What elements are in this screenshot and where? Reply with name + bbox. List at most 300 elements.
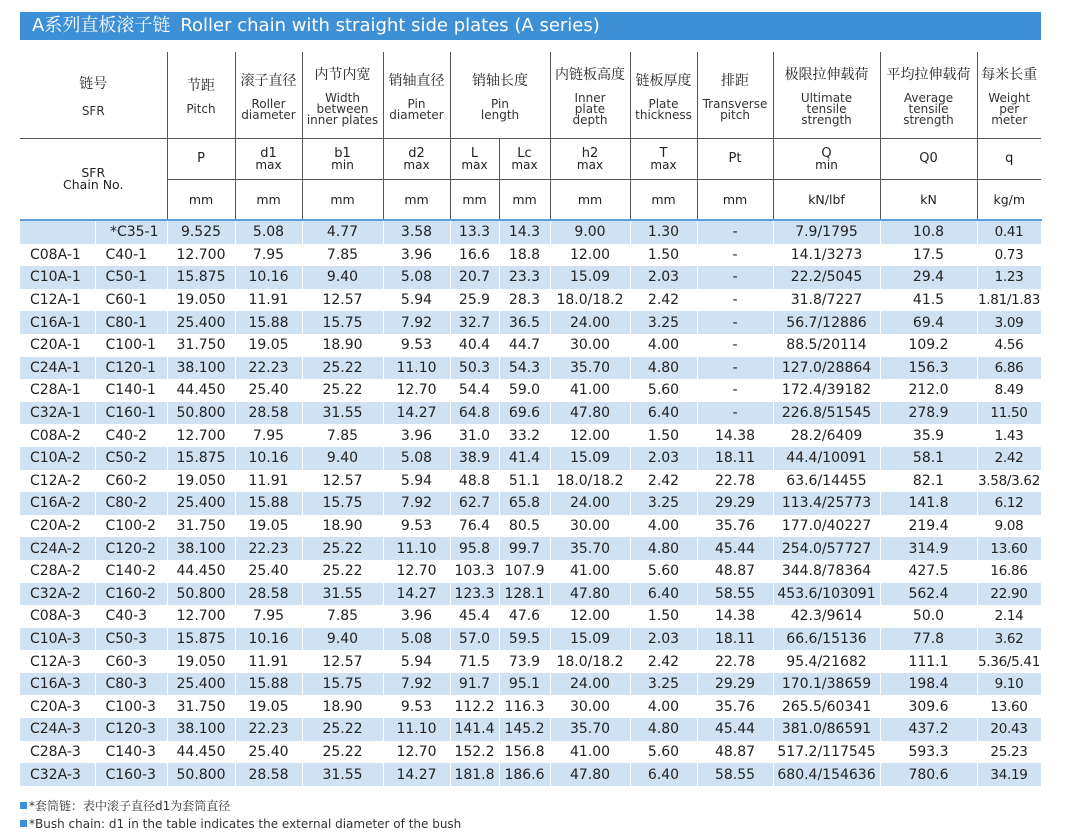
unit-text: mm bbox=[188, 192, 214, 207]
header-col bbox=[977, 52, 1041, 139]
header-col-en-line: pitch bbox=[720, 107, 750, 122]
header-col-en bbox=[168, 104, 235, 115]
table-cell: 18.8 bbox=[499, 244, 550, 267]
table-cell bbox=[20, 220, 95, 244]
table-cell: 127.0/28864 bbox=[773, 357, 880, 380]
table-cell: C32A-3 bbox=[20, 763, 95, 786]
header-row-symbols bbox=[20, 139, 1041, 180]
table-cell: C24A-3 bbox=[20, 718, 95, 741]
table-cell: 18.0/18.2 bbox=[550, 289, 630, 312]
table-cell: 25.40 bbox=[235, 379, 302, 402]
symbol-text: Q bbox=[821, 145, 832, 161]
table-cell: 44.4/10091 bbox=[773, 447, 880, 470]
header-col-zh: 极限拉伸载荷 bbox=[784, 67, 869, 83]
table-cell: 28.58 bbox=[235, 583, 302, 606]
table-cell: C120-2 bbox=[95, 537, 167, 560]
table-cell: 12.57 bbox=[302, 289, 383, 312]
table-cell: 6.40 bbox=[630, 583, 697, 606]
header-chain bbox=[20, 52, 167, 139]
table-cell: 344.8/78364 bbox=[773, 560, 880, 583]
table-cell: 54.3 bbox=[499, 357, 550, 380]
table-cell: 9.53 bbox=[383, 695, 450, 718]
symbol-cell bbox=[977, 139, 1041, 180]
header-col-en-line: Pin bbox=[407, 96, 426, 111]
unit-cell bbox=[880, 180, 977, 221]
symbol-cell bbox=[630, 139, 697, 180]
table-cell: 12.00 bbox=[550, 605, 630, 628]
table-cell: 16.6 bbox=[450, 244, 499, 267]
table-cell: 35.9 bbox=[880, 424, 977, 447]
table-cell: 170.1/38659 bbox=[773, 673, 880, 696]
table-cell: 15.09 bbox=[550, 447, 630, 470]
table-cell: C40-1 bbox=[95, 244, 167, 267]
table-cell: C140-1 bbox=[95, 379, 167, 402]
table-row bbox=[20, 402, 1041, 425]
table-cell: 38.100 bbox=[167, 718, 235, 741]
table-cell: 18.90 bbox=[302, 334, 383, 357]
table-cell: 278.9 bbox=[880, 402, 977, 425]
table-cell: 5.60 bbox=[630, 560, 697, 583]
header-col bbox=[697, 52, 773, 139]
table-cell: C40-3 bbox=[95, 605, 167, 628]
header-col-en-line: tensile bbox=[806, 102, 847, 116]
table-cell: 35.70 bbox=[550, 537, 630, 560]
table-cell: 4.77 bbox=[302, 220, 383, 244]
table-cell: 34.19 bbox=[977, 763, 1041, 786]
table-cell: 28.58 bbox=[235, 763, 302, 786]
table-cell: 22.23 bbox=[235, 718, 302, 741]
table-cell: 20.43 bbox=[977, 718, 1041, 741]
table-cell: 24.00 bbox=[550, 673, 630, 696]
table-cell: 5.94 bbox=[383, 289, 450, 312]
header-col-en-line: Width bbox=[325, 91, 360, 105]
unit-text: mm bbox=[462, 192, 487, 207]
table-cell: 11.91 bbox=[235, 470, 302, 493]
table-cell: 15.875 bbox=[167, 266, 235, 289]
symbol-sub-text: min bbox=[815, 157, 838, 172]
table-cell: C60-2 bbox=[95, 470, 167, 493]
table-cell: C10A-2 bbox=[20, 447, 95, 470]
table-cell: 680.4/154636 bbox=[773, 763, 880, 786]
symbol-cell bbox=[167, 139, 235, 180]
header-col-en-line: Pin bbox=[491, 96, 509, 111]
table-cell: 141.8 bbox=[880, 492, 977, 515]
table-cell: 5.08 bbox=[383, 628, 450, 651]
table-row bbox=[20, 537, 1041, 560]
table-cell: 95.1 bbox=[499, 673, 550, 696]
table-cell: 12.57 bbox=[302, 650, 383, 673]
table-row bbox=[20, 289, 1041, 312]
header-col-zh: 内链板高度 bbox=[555, 67, 625, 83]
table-cell: C08A-3 bbox=[20, 605, 95, 628]
table-cell: *C35-1 bbox=[95, 220, 167, 244]
table-cell: 9.08 bbox=[977, 515, 1041, 538]
table-cell: 48.8 bbox=[450, 470, 499, 493]
table-cell: 4.80 bbox=[630, 357, 697, 380]
table-cell: 28.3 bbox=[499, 289, 550, 312]
unit-text: mm bbox=[512, 192, 537, 207]
table-cell: 73.9 bbox=[499, 650, 550, 673]
table-cell: C50-3 bbox=[95, 628, 167, 651]
table-cell: 25.40 bbox=[235, 560, 302, 583]
table-cell: 12.700 bbox=[167, 244, 235, 267]
symbol-cell bbox=[773, 139, 880, 180]
table-cell: 4.80 bbox=[630, 718, 697, 741]
table-cell: 7.95 bbox=[235, 605, 302, 628]
table-cell: 38.100 bbox=[167, 537, 235, 560]
table-cell: 6.40 bbox=[630, 402, 697, 425]
table-cell: 254.0/57727 bbox=[773, 537, 880, 560]
table-cell: 31.0 bbox=[450, 424, 499, 447]
table-cell: 14.38 bbox=[697, 424, 773, 447]
table-cell: 22.23 bbox=[235, 357, 302, 380]
table-cell: 1.50 bbox=[630, 244, 697, 267]
table-cell: 50.800 bbox=[167, 402, 235, 425]
table-cell: 2.42 bbox=[630, 470, 697, 493]
title-zh: A系列直板滚子链 bbox=[32, 15, 171, 36]
table-cell: - bbox=[697, 379, 773, 402]
header-col-zh: 滚子直径 bbox=[240, 72, 297, 89]
table-cell: C32A-1 bbox=[20, 402, 95, 425]
table-cell: 181.8 bbox=[450, 763, 499, 786]
table-cell: 7.9/1795 bbox=[773, 220, 880, 244]
table-cell: 18.0/18.2 bbox=[550, 470, 630, 493]
header-col-en-line: Average bbox=[903, 91, 954, 105]
symbol-text: Pt bbox=[728, 151, 742, 166]
table-cell: 35.76 bbox=[697, 695, 773, 718]
header-col-en bbox=[451, 96, 550, 122]
table-cell: C12A-3 bbox=[20, 650, 95, 673]
table-cell: 1.23 bbox=[977, 266, 1041, 289]
header-col-zh: 平均拉伸载荷 bbox=[886, 67, 971, 83]
table-cell: C08A-2 bbox=[20, 424, 95, 447]
table-cell: 5.08 bbox=[235, 220, 302, 244]
unit-cell bbox=[977, 180, 1041, 221]
header-col-en-line: strength bbox=[801, 113, 852, 127]
table-cell: 25.400 bbox=[167, 492, 235, 515]
table-cell: 77.8 bbox=[880, 628, 977, 651]
symbol-text: h2 bbox=[581, 145, 599, 161]
table-cell: 15.875 bbox=[167, 447, 235, 470]
table-cell: 15.75 bbox=[302, 673, 383, 696]
table-cell: 11.10 bbox=[383, 357, 450, 380]
table-cell: 9.40 bbox=[302, 447, 383, 470]
table-row bbox=[20, 695, 1041, 718]
table-cell: C140-3 bbox=[95, 741, 167, 764]
table-cell: 2.42 bbox=[977, 447, 1041, 470]
table-cell: 111.1 bbox=[880, 650, 977, 673]
header-col bbox=[550, 52, 630, 139]
table-cell: 28.2/6409 bbox=[773, 424, 880, 447]
table-cell: 42.3/9614 bbox=[773, 605, 880, 628]
table-cell: 41.5 bbox=[880, 289, 977, 312]
table-cell: 45.44 bbox=[697, 537, 773, 560]
table-cell: 562.4 bbox=[880, 583, 977, 606]
table-cell: 25.22 bbox=[302, 357, 383, 380]
table-cell: - bbox=[697, 402, 773, 425]
table-row bbox=[20, 334, 1041, 357]
table-cell: 7.95 bbox=[235, 244, 302, 267]
header-col bbox=[773, 52, 880, 139]
unit-text: mm bbox=[256, 192, 281, 207]
table-cell: C16A-3 bbox=[20, 673, 95, 696]
table-cell: 19.05 bbox=[235, 334, 302, 357]
table-cell: 50.3 bbox=[450, 357, 499, 380]
table-cell: - bbox=[697, 311, 773, 334]
table-cell: 1.30 bbox=[630, 220, 697, 244]
table-row bbox=[20, 628, 1041, 651]
table-cell: C50-1 bbox=[95, 266, 167, 289]
table-cell: 177.0/40227 bbox=[773, 515, 880, 538]
table-cell: 22.78 bbox=[697, 470, 773, 493]
table-cell: 25.23 bbox=[977, 741, 1041, 764]
table-cell: 3.96 bbox=[383, 605, 450, 628]
table-cell: 3.96 bbox=[383, 424, 450, 447]
table-cell: 212.0 bbox=[880, 379, 977, 402]
header-col-en bbox=[303, 93, 383, 126]
table-cell: 8.49 bbox=[977, 379, 1041, 402]
table-cell: 381.0/86591 bbox=[773, 718, 880, 741]
table-row bbox=[20, 605, 1041, 628]
table-cell: 20.7 bbox=[450, 266, 499, 289]
table-cell: 152.2 bbox=[450, 741, 499, 764]
unit-text: kN bbox=[920, 192, 937, 207]
table-cell: C160-3 bbox=[95, 763, 167, 786]
table-cell: 9.10 bbox=[977, 673, 1041, 696]
table-cell: 76.4 bbox=[450, 515, 499, 538]
table-cell: 29.29 bbox=[697, 673, 773, 696]
header-chain-no-bottom: Chain No. bbox=[63, 177, 124, 192]
table-title bbox=[20, 12, 1041, 40]
symbol-sub-text: max bbox=[403, 157, 430, 172]
table-body bbox=[20, 220, 1041, 786]
table-cell: 186.6 bbox=[499, 763, 550, 786]
table-cell: 31.8/7227 bbox=[773, 289, 880, 312]
unit-cell bbox=[167, 180, 235, 221]
table-cell: 12.57 bbox=[302, 470, 383, 493]
symbol-text: q bbox=[1005, 151, 1014, 166]
table-cell: 59.0 bbox=[499, 379, 550, 402]
table-cell: 44.450 bbox=[167, 741, 235, 764]
table-cell: 48.87 bbox=[697, 741, 773, 764]
symbol-sub-text: max bbox=[576, 157, 604, 172]
table-cell: 57.0 bbox=[450, 628, 499, 651]
unit-cell-lc bbox=[499, 180, 550, 221]
table-cell: 80.5 bbox=[499, 515, 550, 538]
symbol-text: d2 bbox=[408, 145, 425, 161]
header-col-en-line: depth bbox=[572, 113, 608, 127]
symbol-cell bbox=[235, 139, 302, 180]
header-col-en bbox=[978, 93, 1042, 126]
table-cell: 35.76 bbox=[697, 515, 773, 538]
symbol-cell bbox=[697, 139, 773, 180]
table-cell: 517.2/117545 bbox=[773, 741, 880, 764]
table-cell: 33.2 bbox=[499, 424, 550, 447]
table-cell: 12.70 bbox=[383, 379, 450, 402]
table-cell: 23.3 bbox=[499, 266, 550, 289]
table-cell: C160-1 bbox=[95, 402, 167, 425]
header-col-en-line: Weight bbox=[988, 91, 1031, 105]
header-chain-no bbox=[20, 139, 167, 221]
table-cell: 4.56 bbox=[977, 334, 1041, 357]
header-col-en-line: Roller bbox=[251, 96, 286, 111]
table-cell: 1.43 bbox=[977, 424, 1041, 447]
table-cell: 71.5 bbox=[450, 650, 499, 673]
bullet-square-icon bbox=[20, 820, 27, 827]
table-cell: 35.70 bbox=[550, 718, 630, 741]
table-cell: C140-2 bbox=[95, 560, 167, 583]
table-cell: 58.1 bbox=[880, 447, 977, 470]
table-cell: 156.3 bbox=[880, 357, 977, 380]
table-cell: - bbox=[697, 334, 773, 357]
footnote-zh bbox=[20, 797, 461, 815]
table-cell: C16A-2 bbox=[20, 492, 95, 515]
table-cell: 59.5 bbox=[499, 628, 550, 651]
header-col-zh: 销轴长度 bbox=[472, 72, 528, 89]
footnotes bbox=[20, 797, 461, 833]
table-cell: 12.00 bbox=[550, 244, 630, 267]
table-cell: 25.40 bbox=[235, 741, 302, 764]
table-cell: 45.4 bbox=[450, 605, 499, 628]
table-cell: 4.80 bbox=[630, 537, 697, 560]
symbol-text: L bbox=[470, 145, 479, 161]
table-cell: 31.750 bbox=[167, 695, 235, 718]
table-cell: 41.00 bbox=[550, 560, 630, 583]
table-cell: 103.3 bbox=[450, 560, 499, 583]
table-cell: 14.27 bbox=[383, 402, 450, 425]
table-cell: 12.70 bbox=[383, 560, 450, 583]
table-cell: 19.050 bbox=[167, 289, 235, 312]
header-col-en bbox=[774, 93, 880, 126]
table-cell: 40.4 bbox=[450, 334, 499, 357]
table-cell: 7.92 bbox=[383, 492, 450, 515]
table-cell: 116.3 bbox=[499, 695, 550, 718]
symbol-cell bbox=[550, 139, 630, 180]
table-cell: 12.700 bbox=[167, 424, 235, 447]
table-row bbox=[20, 741, 1041, 764]
table-cell: C160-2 bbox=[95, 583, 167, 606]
header-row-units bbox=[20, 180, 1041, 221]
header-col-en bbox=[384, 96, 450, 122]
table-cell: 5.94 bbox=[383, 650, 450, 673]
table-row bbox=[20, 220, 1041, 244]
header-col-en-line: Inner bbox=[574, 91, 606, 105]
symbol-text: d1 bbox=[260, 145, 277, 161]
table-cell: C120-3 bbox=[95, 718, 167, 741]
table-cell: 6.86 bbox=[977, 357, 1041, 380]
table-cell: 35.70 bbox=[550, 357, 630, 380]
header-col-en-line: Pitch bbox=[186, 102, 216, 116]
unit-text: kN/lbf bbox=[808, 192, 845, 207]
table-row bbox=[20, 424, 1041, 447]
table-cell: 32.7 bbox=[450, 311, 499, 334]
table-cell: C16A-1 bbox=[20, 311, 95, 334]
table-cell: 2.03 bbox=[630, 628, 697, 651]
table-cell: 5.36/5.41 bbox=[977, 650, 1041, 673]
header-col-en-line: inner plates bbox=[306, 113, 379, 127]
header-col bbox=[383, 52, 450, 139]
table-row bbox=[20, 311, 1041, 334]
table-cell: C12A-2 bbox=[20, 470, 95, 493]
symbol-text: P bbox=[197, 151, 205, 166]
table-cell: C12A-1 bbox=[20, 289, 95, 312]
header-chain-no-top: SFR bbox=[81, 165, 106, 180]
table-cell: 5.08 bbox=[383, 447, 450, 470]
table-cell: C60-3 bbox=[95, 650, 167, 673]
table-cell: 11.91 bbox=[235, 289, 302, 312]
header-col-en-line: between bbox=[316, 102, 369, 116]
header-chain-en: SFR bbox=[81, 104, 105, 118]
table-cell: 19.050 bbox=[167, 470, 235, 493]
table-cell: 7.85 bbox=[302, 424, 383, 447]
table-cell: 15.75 bbox=[302, 311, 383, 334]
table-cell: 7.92 bbox=[383, 311, 450, 334]
table-cell: 29.29 bbox=[697, 492, 773, 515]
header-col-en-line: thickness bbox=[635, 107, 692, 122]
table-row bbox=[20, 673, 1041, 696]
unit-cell bbox=[235, 180, 302, 221]
table-cell: 128.1 bbox=[499, 583, 550, 606]
table-cell: 12.70 bbox=[383, 741, 450, 764]
table-cell: 9.40 bbox=[302, 628, 383, 651]
table-cell: 47.6 bbox=[499, 605, 550, 628]
table-cell: 16.86 bbox=[977, 560, 1041, 583]
table-cell: 15.09 bbox=[550, 628, 630, 651]
table-cell: 47.80 bbox=[550, 763, 630, 786]
table-cell: C100-2 bbox=[95, 515, 167, 538]
header-col-en-line: Plate bbox=[648, 96, 679, 111]
table-cell: 44.450 bbox=[167, 560, 235, 583]
table-cell: 44.450 bbox=[167, 379, 235, 402]
table-cell: 25.22 bbox=[302, 560, 383, 583]
table-cell: 47.80 bbox=[550, 583, 630, 606]
table-cell: 5.08 bbox=[383, 266, 450, 289]
table-cell: C50-2 bbox=[95, 447, 167, 470]
table-cell: 15.88 bbox=[235, 492, 302, 515]
table-cell: 18.90 bbox=[302, 695, 383, 718]
table-cell: C80-2 bbox=[95, 492, 167, 515]
table-cell: C10A-3 bbox=[20, 628, 95, 651]
table-cell: 11.91 bbox=[235, 650, 302, 673]
table-cell: C60-1 bbox=[95, 289, 167, 312]
table-cell: 780.6 bbox=[880, 763, 977, 786]
table-cell: 22.2/5045 bbox=[773, 266, 880, 289]
symbol-text: Q0 bbox=[919, 151, 938, 166]
table-cell: - bbox=[697, 244, 773, 267]
table-cell: 95.8 bbox=[450, 537, 499, 560]
table-cell: 30.00 bbox=[550, 334, 630, 357]
unit-cell bbox=[773, 180, 880, 221]
table-cell: C08A-1 bbox=[20, 244, 95, 267]
table-cell: 25.400 bbox=[167, 673, 235, 696]
table-cell: 15.75 bbox=[302, 492, 383, 515]
table-cell: 427.5 bbox=[880, 560, 977, 583]
unit-text: mm bbox=[404, 192, 429, 207]
table-cell: 3.09 bbox=[977, 311, 1041, 334]
table-cell: 66.6/15136 bbox=[773, 628, 880, 651]
table-cell: 0.73 bbox=[977, 244, 1041, 267]
header-col bbox=[630, 52, 697, 139]
table-cell: 113.4/25773 bbox=[773, 492, 880, 515]
symbol-cell bbox=[302, 139, 383, 180]
table-row bbox=[20, 357, 1041, 380]
table-cell: 22.90 bbox=[977, 583, 1041, 606]
table-row bbox=[20, 560, 1041, 583]
table-cell: 25.400 bbox=[167, 311, 235, 334]
table-cell: 2.42 bbox=[630, 650, 697, 673]
table-cell: 5.94 bbox=[383, 470, 450, 493]
table-cell: 109.2 bbox=[880, 334, 977, 357]
